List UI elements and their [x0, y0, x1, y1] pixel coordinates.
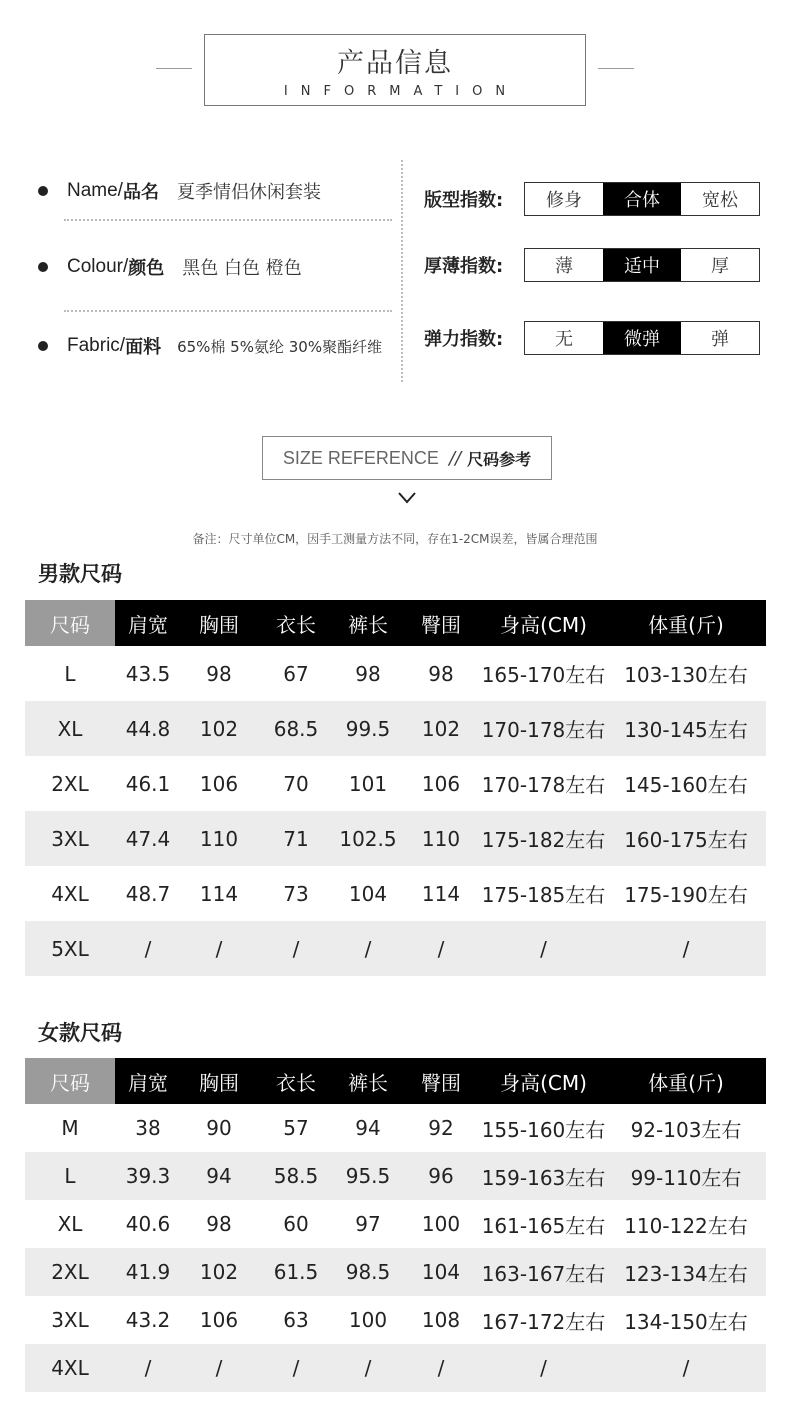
colour-label-cn: 颜色	[128, 258, 165, 279]
table-cell: 103-130左右	[624, 663, 748, 687]
fit-index-scale	[524, 182, 760, 216]
table-cell: 155-160左右	[481, 1117, 606, 1142]
table-cell: 110	[421, 826, 461, 851]
colour-label-en: Colour/	[67, 256, 129, 277]
table-cell: 48.7	[125, 881, 171, 906]
table-row	[25, 811, 766, 866]
table-header-cell: 尺码	[25, 600, 115, 646]
table-cell: 94	[355, 1116, 381, 1140]
table-cell: 145-160左右	[624, 773, 748, 797]
table-header-cell: 胸围	[199, 1070, 239, 1095]
info-name-row	[38, 178, 321, 204]
table-cell: /	[364, 936, 372, 961]
table-cell: 161-165左右	[481, 1213, 606, 1238]
table-cell: 104	[421, 1260, 461, 1284]
table-cell: 106	[199, 771, 239, 796]
stretch-option-stretch: 弹	[711, 329, 729, 350]
table-cell: 3XL	[51, 1308, 89, 1332]
header-box	[204, 34, 586, 106]
table-cell: 61.5	[273, 1260, 319, 1284]
table-header-cell: 体重(斤)	[648, 612, 724, 637]
table-cell: 101	[348, 771, 388, 796]
table-cell: 38	[135, 1116, 161, 1140]
table-cell: 46.1	[125, 771, 171, 796]
table-header-cell: 肩宽	[128, 1070, 168, 1095]
table-cell: 165-170左右	[481, 663, 606, 687]
table-cell: 60	[283, 1212, 309, 1236]
size-reference-en: SIZE REFERENCE	[282, 447, 439, 468]
table-cell: 70	[283, 771, 309, 796]
table-cell: 63	[283, 1308, 309, 1332]
fit-index-label: 版型指数:	[424, 190, 504, 211]
table-cell: 104	[348, 881, 388, 906]
table-cell: /	[364, 1356, 372, 1380]
info-fabric-row	[38, 333, 382, 359]
table-cell: 160-175左右	[624, 828, 748, 852]
table-header-cell: 肩宽	[128, 612, 168, 637]
table-cell: /	[215, 1356, 223, 1380]
bullet-icon	[38, 262, 48, 272]
men-size-table	[25, 600, 766, 976]
name-value: 夏季情侣休闲套装	[176, 182, 321, 203]
fabric-label-en: Fabric/	[67, 335, 126, 356]
thickness-option-medium: 适中	[603, 249, 681, 281]
table-cell: 99.5	[345, 716, 391, 741]
table-row	[25, 646, 766, 701]
table-cell: /	[682, 1356, 690, 1380]
table-cell: L	[64, 1164, 76, 1188]
table-header-cell: 臀围	[421, 612, 461, 637]
table-cell: 100	[421, 1212, 461, 1236]
table-header-cell: 胸围	[199, 612, 239, 637]
page-title: 产品信息	[337, 48, 453, 79]
thickness-index	[424, 248, 760, 282]
chevron-down-icon	[396, 486, 418, 508]
table-row	[25, 1200, 766, 1248]
table-row	[25, 1296, 766, 1344]
dotted-divider	[64, 219, 392, 221]
table-header-row	[25, 600, 766, 646]
bullet-icon	[38, 186, 48, 196]
table-cell: 5XL	[51, 936, 89, 961]
table-cell: 97	[355, 1212, 381, 1236]
table-cell: 98	[355, 661, 381, 686]
table-cell: 58.5	[273, 1164, 319, 1188]
table-cell: 43.5	[125, 661, 171, 686]
header-line-left	[156, 68, 192, 69]
stretch-index-label: 弹力指数:	[424, 329, 504, 350]
table-cell: 2XL	[51, 771, 89, 796]
table-cell: /	[437, 936, 445, 961]
name-label-cn: 品名	[122, 182, 159, 203]
table-cell: 57	[283, 1116, 309, 1140]
stretch-index	[424, 321, 760, 355]
table-cell: 3XL	[51, 826, 89, 851]
table-row	[25, 1152, 766, 1200]
table-cell: 96	[428, 1164, 454, 1188]
colour-value: 黑色 白色 橙色	[182, 258, 302, 279]
table-row	[25, 1344, 766, 1392]
table-row	[25, 701, 766, 756]
table-cell: XL	[57, 1212, 83, 1236]
table-cell: /	[437, 1356, 445, 1380]
table-cell: 110-122左右	[624, 1213, 748, 1238]
table-header-cell: 身高(CM)	[500, 1070, 587, 1095]
size-reference-cn: 尺码参考	[467, 449, 532, 469]
table-cell: 39.3	[125, 1164, 171, 1188]
men-size-title: 男款尺码	[38, 562, 122, 586]
stretch-option-slight: 微弹	[603, 322, 681, 354]
page-subtitle: INFORMATION	[283, 84, 519, 99]
table-cell: 44.8	[125, 716, 171, 741]
table-cell: 175-185左右	[481, 883, 606, 907]
fit-index	[424, 182, 760, 216]
table-cell: /	[292, 936, 300, 961]
table-cell: 114	[421, 881, 461, 906]
table-cell: 98	[428, 661, 454, 686]
table-row	[25, 1248, 766, 1296]
table-cell: XL	[57, 716, 83, 741]
table-cell: 170-178左右	[481, 773, 606, 797]
women-size-title: 女款尺码	[38, 1021, 122, 1045]
table-cell: 130-145左右	[624, 718, 748, 742]
info-colour-row	[38, 254, 302, 280]
table-row	[25, 921, 766, 976]
table-cell: 68.5	[273, 716, 319, 741]
table-row	[25, 1104, 766, 1152]
table-cell: 47.4	[125, 826, 171, 851]
table-cell: 92-103左右	[630, 1117, 742, 1142]
table-cell: 175-182左右	[481, 828, 606, 852]
table-cell: 40.6	[125, 1212, 171, 1236]
size-reference-separator: //	[448, 447, 462, 469]
header-line-right	[598, 68, 634, 69]
table-cell: 110	[199, 826, 239, 851]
table-header-cell: 裤长	[348, 612, 388, 637]
table-cell: 167-172左右	[481, 1309, 606, 1334]
table-cell: 100	[348, 1308, 388, 1332]
table-cell: 106	[199, 1308, 239, 1332]
table-cell: 102.5	[339, 826, 397, 851]
measurement-note: 备注：尺寸单位CM，因手工测量方法不同，存在1-2CM误差，皆属合理范围	[192, 532, 598, 546]
table-cell: 67	[283, 661, 309, 686]
table-header-cell: 衣长	[276, 612, 316, 637]
table-cell: /	[292, 1356, 300, 1380]
table-cell: 4XL	[51, 1356, 89, 1380]
table-cell: 102	[199, 1260, 239, 1284]
table-cell: 98.5	[345, 1260, 391, 1284]
table-cell: 43.2	[125, 1308, 171, 1332]
table-cell: 4XL	[51, 881, 89, 906]
table-cell: 175-190左右	[624, 883, 748, 907]
table-header-cell: 裤长	[348, 1070, 388, 1095]
table-cell: 98	[206, 1212, 232, 1236]
table-cell: 102	[421, 716, 461, 741]
table-cell: /	[144, 1356, 152, 1380]
table-cell: /	[144, 936, 152, 961]
table-cell: 41.9	[125, 1260, 171, 1284]
table-cell: 123-134左右	[624, 1261, 748, 1286]
name-label-en: Name/	[67, 180, 123, 201]
table-header-row	[25, 1058, 766, 1104]
fabric-label-cn: 面料	[125, 337, 162, 358]
table-cell: 90	[206, 1116, 232, 1140]
table-cell: 98	[206, 661, 232, 686]
table-row	[25, 866, 766, 921]
table-cell: 73	[283, 881, 309, 906]
table-cell: 159-163左右	[481, 1165, 606, 1190]
size-reference-box	[262, 436, 552, 480]
table-row	[25, 756, 766, 811]
thickness-index-scale	[524, 248, 760, 282]
table-cell: 163-167左右	[481, 1261, 606, 1286]
table-cell: 114	[199, 881, 239, 906]
thickness-index-label: 厚薄指数:	[424, 256, 504, 277]
thickness-option-thin: 薄	[555, 256, 573, 277]
thickness-option-thick: 厚	[711, 256, 729, 277]
table-cell: /	[682, 936, 690, 961]
table-cell: L	[64, 661, 76, 686]
table-cell: 92	[428, 1116, 454, 1140]
table-cell: /	[215, 936, 223, 961]
table-header-cell: 身高(CM)	[500, 612, 587, 637]
table-cell: 170-178左右	[481, 718, 606, 742]
bullet-icon	[38, 341, 48, 351]
dotted-vertical-divider	[401, 160, 403, 382]
fit-option-loose: 宽松	[702, 190, 738, 211]
table-cell: 106	[421, 771, 461, 796]
table-cell: 102	[199, 716, 239, 741]
table-cell: 71	[283, 826, 309, 851]
fit-option-slim: 修身	[546, 190, 582, 211]
fabric-value: 65%棉 5%氨纶 30%聚酯纤维	[177, 337, 383, 356]
women-size-table	[25, 1058, 766, 1392]
table-cell: 95.5	[345, 1164, 391, 1188]
table-header-cell: 尺码	[25, 1058, 115, 1104]
table-cell: /	[540, 936, 547, 961]
table-header-cell: 衣长	[276, 1070, 316, 1095]
stretch-option-none: 无	[555, 329, 573, 350]
table-cell: 108	[421, 1308, 461, 1332]
fit-option-regular: 合体	[603, 183, 681, 215]
table-header-cell: 体重(斤)	[648, 1070, 724, 1095]
table-cell: 134-150左右	[624, 1309, 748, 1334]
table-cell: /	[540, 1356, 547, 1380]
table-cell: 2XL	[51, 1260, 89, 1284]
dotted-divider	[64, 310, 392, 312]
table-cell: 99-110左右	[630, 1165, 742, 1190]
table-header-cell: 臀围	[421, 1070, 461, 1095]
table-cell: M	[61, 1116, 79, 1140]
stretch-index-scale	[524, 321, 760, 355]
table-cell: 94	[206, 1164, 232, 1188]
